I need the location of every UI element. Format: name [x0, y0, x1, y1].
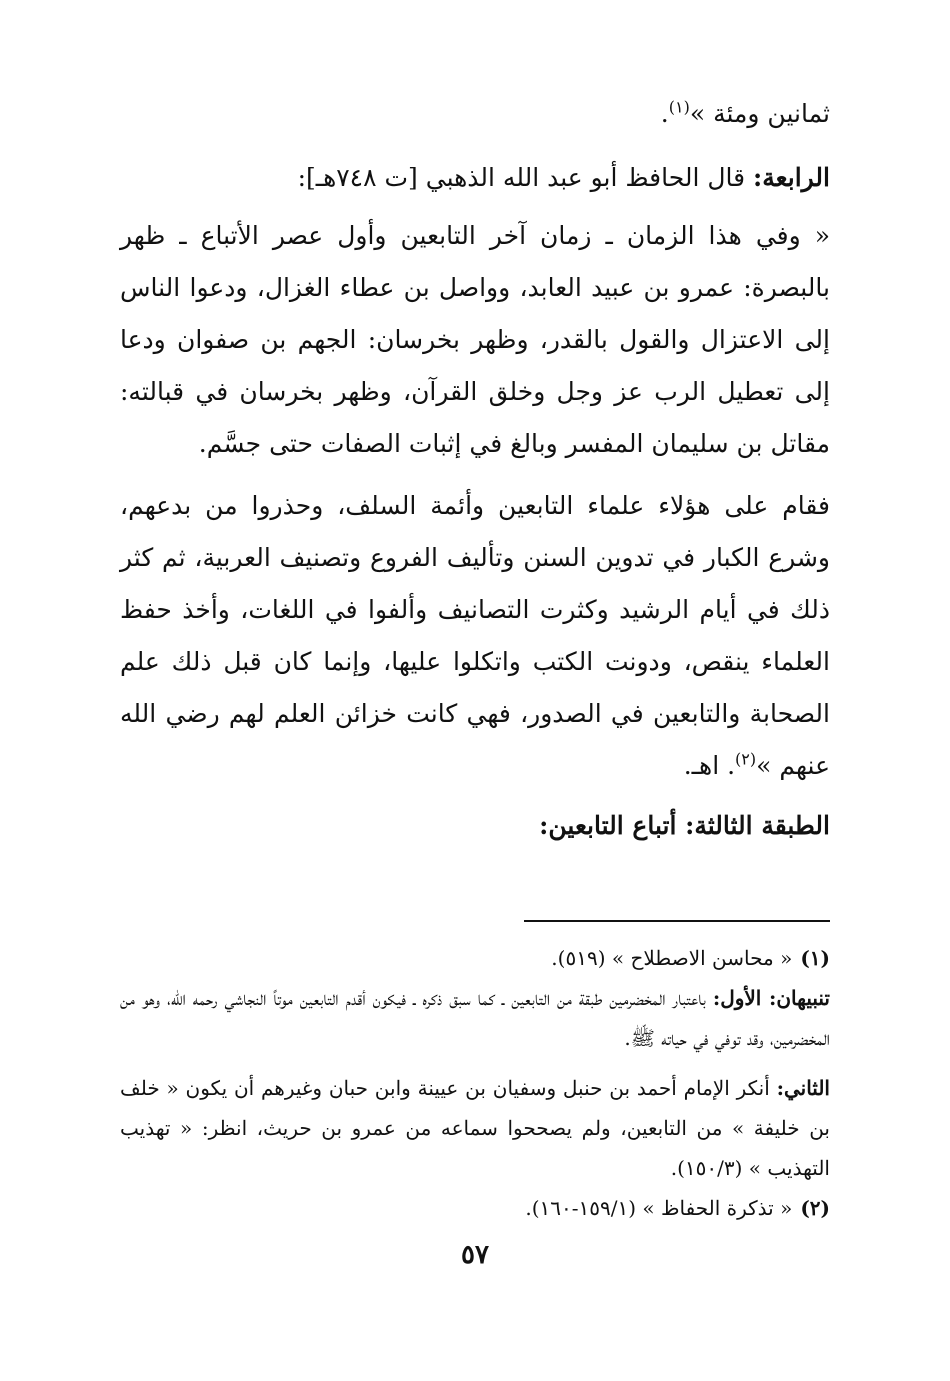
continuation-line: [120, 88, 830, 140]
dhahabi-quote: « وفي هذا الزمان ـ زمان آخر التابعين وأول عصر الأتباع ـ ظهر بالبصرة: عمرو بن عبيد العابد، وواصل بن عطاء الغزال، ودعوا الناس إلى الاعتزال والقول بالقدر، وظهر بخرسان: الجهم بن صفوان ودعا إلى تعطيل الرب عز وجل وخلق القرآن، وظهر بخرسان في قبالته: مقاتل بن سليمان المفسر وبالغ في إثبات الصفات حتى جسَّم.: [120, 221, 830, 458]
section-heading: الطبقة الثالثة: أتباع التابعين:: [539, 811, 830, 840]
tanbih-second-text: أنكر الإمام أحمد بن حنبل وسفيان بن عيينة وابن حبان وغيرهم أن يكون « خلف بن خليفة » من التابعين، ولم يصححوا سماعه من عمرو بن حريث، انظر: « تهذيب التهذيب » (١٥٠/٣).: [120, 1076, 830, 1180]
footnote-divider: [524, 920, 830, 922]
continuation-text: ثمانين ومئة »: [689, 99, 830, 128]
footnotes: [120, 938, 830, 1228]
rabia-paragraph: [120, 152, 830, 204]
footnote-2-text: « تذكرة الحفاظ » (١٥٩/١-١٦٠).: [525, 1196, 793, 1220]
footnote-1-text: « محاسن الاصطلاح » (٥١٩).: [551, 946, 793, 970]
qiyam-paragraph: [120, 480, 830, 792]
footnote-2-number: (٢): [800, 1196, 830, 1220]
continuation-end: .: [660, 99, 669, 128]
tanbih-first-text: باعتبار المخضرمين طبقة من التابعين ـ كما سبق ذكره ـ فيكون أقدم التابعين موتاً النجاشي رحمه الله، وهو من المخضرمين، وقد توفي في حياته ﷺ.: [120, 986, 830, 1050]
qiyam-text: فقام على هؤلاء علماء التابعين وأئمة السلف، وحذروا من بدعهم، وشرع الكبار في تدوين السنن وتأليف الفروع وتصنيف العربية، ثم كثر ذلك في أيام الرشيد وكثرت التصانيف وألفوا في اللغات، وأخذ حفظ العلماء ينقص، ودونت الكتب واتكلوا عليها، وإنما كان قبل ذلك علم الصحابة والتابعين في الصدور، فهي كانت خزائن العلم لهم رضي الله عنهم »: [120, 491, 830, 780]
page-number: ٥٧: [461, 1240, 489, 1270]
footnote-1: [120, 938, 830, 978]
tanbih-second-lead: الثاني:: [776, 1076, 830, 1100]
footnote-2: [120, 1188, 830, 1228]
tanbih-first-lead: الأول:: [712, 986, 769, 1010]
tanbih-first: [120, 978, 830, 1058]
footnote-1-number: (١): [800, 946, 830, 970]
qiyam-end: . اهـ.: [683, 751, 736, 780]
footnote-ref-1: (١): [668, 97, 690, 117]
tanbih-second: [120, 1068, 830, 1188]
rabia-lead: الرابعة:: [753, 163, 830, 192]
rabia-text: قال الحافظ أبو عبد الله الذهبي [ت ٧٤٨هـ]:: [297, 163, 754, 192]
tanbih-lead: تنبيهان:: [768, 986, 830, 1010]
footnote-ref-2: (٢): [735, 749, 757, 769]
main-text: [120, 88, 830, 852]
